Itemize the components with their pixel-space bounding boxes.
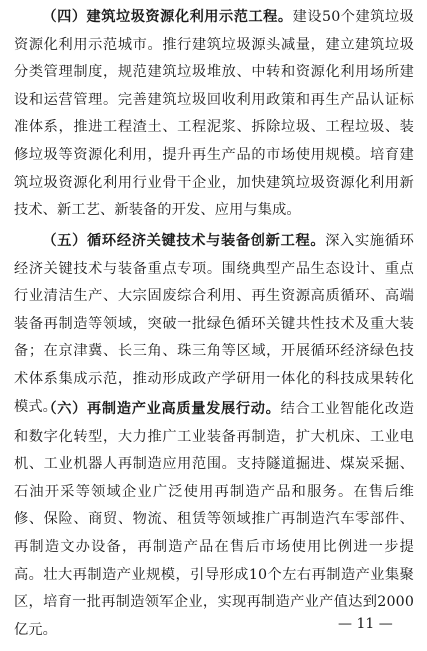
page-number: — 11 — [338,616,393,632]
paragraph-heading: （四）建筑垃圾资源化利用示范工程。 [42,9,293,25]
paragraph-body: 深入实施循环经济关键技术与装备重点专项。围绕典型产品生态设计、重点行业清洁生产、大宗固废综合利用、再生资源高质循环、高端装备再制造等领域，突破一批绿色循环关键共性技术及重大装备；在京津冀、长三角、珠三角等区域，开展循环经济绿色技术体系集成示范，推动形成政产学研用一体化的科技成果转化模式。 [14,233,415,415]
paragraph-heading: （五）循环经济关键技术与装备创新工程。 [42,233,326,249]
paragraph-building-waste-project [14,4,414,225]
paragraph-remanufacturing-action [14,396,414,644]
paragraph-circular-economy-tech-project [14,228,414,421]
paragraph-heading: （六）再制造产业高质量发展行动。 [42,401,281,417]
paragraph-body: 建设50个建筑垃圾资源化利用示范城市。推行建筑垃圾源头减量，建立建筑垃圾分类管理制度，规范建筑垃圾堆放、中转和资源化利用场所建设和运营管理。完善建筑垃圾回收利用政策和再生产品认证标准体系，推进工程渣土、工程泥浆、拆除垃圾、工程垃圾、装修垃圾等资源化利用，提升再生产品的市场使用规模。培育建筑垃圾资源化利用行业骨干企业，加快建筑垃圾资源化利用新技术、新工艺、新装备的开发、应用与集成。 [14,9,414,219]
paragraph-body: 结合工业智能化改造和数字化转型，大力推广工业装备再制造，扩大机床、工业电机、工业机器人再制造应用范围。支持隧道掘进、煤炭采掘、石油开采等领域企业广泛使用再制造产品和服务。在售后维修、保险、商贸、物流、租赁等领域推广再制造汽车零部件、再制造文办设备，再制造产品在售后市场使用比例进一步提高。壮大再制造产业规模，引导形成10个左右再制造产业集聚区，培育一批再制造领军企业，实现再制造产业产值达到2000亿元。 [14,401,414,638]
